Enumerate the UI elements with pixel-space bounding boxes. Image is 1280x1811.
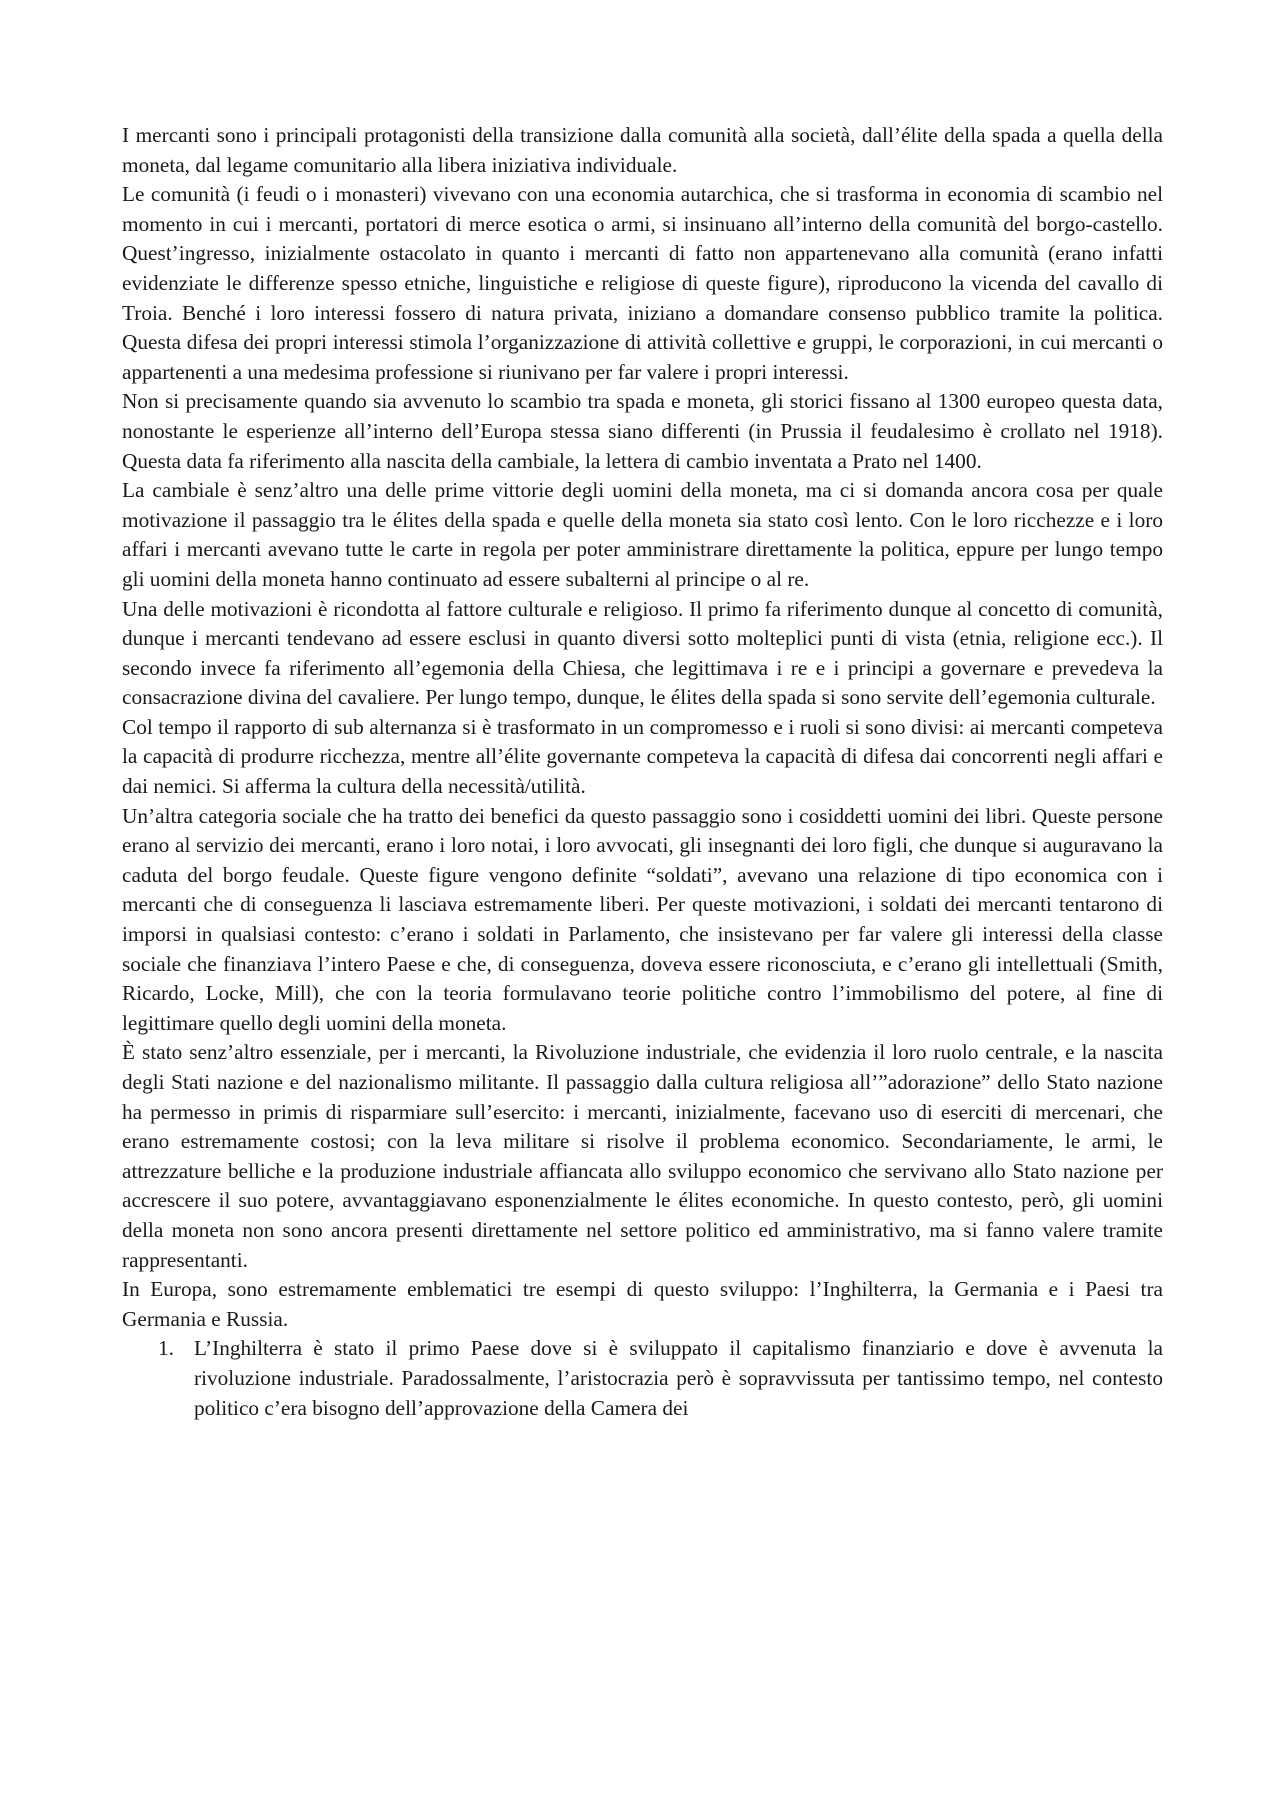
numbered-list — [122, 1334, 1163, 1423]
paragraph: Col tempo il rapporto di sub alternanza si è trasformato in un compromesso e i ruoli si sono divisi: ai mercanti competeva la capacità di produrre ricchezza, mentre all’élite governante competeva la capacità di difesa dai concorrenti negli affari e dai nemici. Si afferma la cultura della necessità/utilità. — [122, 714, 1163, 799]
list-item — [122, 1334, 1163, 1423]
paragraph: Una delle motivazioni è ricondotta al fattore culturale e religioso. Il primo fa riferimento dunque al concetto di comunità, dunque i mercanti tendevano ad essere esclusi in quanto diversi sotto molteplici punti di vista (etnia, religione ecc.). Il secondo invece fa riferimento all’egemonia della Chiesa, che legittimava i re e i principi a governare e prevedeva la consacrazione divina del cavaliere. Per lungo tempo, dunque, le élites della spada si sono servite dell’egemonia culturale. — [122, 596, 1163, 710]
paragraph: Un’altra categoria sociale che ha tratto dei benefici da questo passaggio sono i cosiddetti uomini dei libri. Queste persone erano al servizio dei mercanti, erano i loro notai, i loro avvocati, gli insegnanti dei loro figli, che dunque si auguravano la caduta del borgo feudale. Queste figure vengono definite “soldati”, avevano una relazione di tipo economica con i mercanti che di conseguenza li lasciava estremamente liberi. Per queste motivazioni, i soldati dei mercanti tentarono di imporsi in qualsiasi contesto: c’erano i soldati in Parlamento, che insistevano per far valere gli interessi della classe sociale che finanziava l’intero Paese e che, di conseguenza, doveva essere riconosciuta, e c’erano gli intellettuali (Smith, Ricardo, Locke, Mill), che con la teoria formulavano teorie politiche contro l’immobilismo del potere, al fine di legittimare quello degli uomini della moneta. — [122, 803, 1163, 1035]
paragraph: I mercanti sono i principali protagonisti della transizione dalla comunità alla società, dall’élite della spada a quella della moneta, dal legame comunitario alla libera iniziativa individuale. — [122, 123, 1163, 177]
paragraph: Le comunità (i feudi o i monasteri) vivevano con una economia autarchica, che si trasforma in economia di scambio nel momento in cui i mercanti, portatori di merce esotica o armi, si insinuano all’interno della comunità del borgo-castello. Quest’ingresso, inizialmente ostacolato in quanto i mercanti di fatto non appartenevano alla comunità (erano infatti evidenziate le differenze spesso etniche, linguistiche e religiose di queste figure), riproducono la vicenda del cavallo di Troia. Benché i loro interessi fossero di natura privata, iniziano a domandare consenso pubblico tramite la politica. Questa difesa dei propri interessi stimola l’organizzazione di attività collettive e gruppi, le corporazioni, in cui mercanti o appartenenti a una medesima professione si riunivano per far valere i propri interessi. — [122, 182, 1163, 384]
paragraph: In Europa, sono estremamente emblematici tre esempi di questo sviluppo: l’Inghilterra, la Germania e i Paesi tra Germania e Russia. — [122, 1277, 1163, 1331]
list-item-text: L’Inghilterra è stato il primo Paese dove si è sviluppato il capitalismo finanziario e dove è avvenuta la rivoluzione industriale. Paradossalmente, l’aristocrazia però è sopravvissuta per tantissimo tempo, nel contesto politico c’era bisogno dell’approvazione della Camera dei — [194, 1336, 1163, 1420]
document-page — [122, 121, 1163, 1423]
paragraph: La cambiale è senz’altro una delle prime vittorie degli uomini della moneta, ma ci si domanda ancora cosa per quale motivazione il passaggio tra le élites della spada e quelle della moneta sia stato così lento. Con le loro ricchezze e i loro affari i mercanti avevano tutte le carte in regola per poter amministrare direttamente la politica, eppure per lungo tempo gli uomini della moneta hanno continuato ad essere subalterni al principe o al re. — [122, 478, 1163, 591]
list-item-number: 1. — [158, 1336, 174, 1361]
paragraph: Non si precisamente quando sia avvenuto lo scambio tra spada e moneta, gli storici fissano al 1300 europeo questa data, nonostante le esperienze all’interno dell’Europa stessa siano differenti (in Prussia il feudalesimo è crollato nel 1918). Questa data fa riferimento alla nascita della cambiale, la lettera di cambio inventata a Prato nel 1400. — [122, 389, 1163, 473]
paragraph: È stato senz’altro essenziale, per i mercanti, la Rivoluzione industriale, che evidenzia il loro ruolo centrale, e la nascita degli Stati nazione e del nazionalismo militante. Il passaggio dalla cultura religiosa all’”adorazione” dello Stato nazione ha permesso in primis di risparmiare sull’esercito: i mercanti, inizialmente, facevano uso di eserciti di mercenari, che erano estremamente costosi; con la leva militare si risolve il problema economico. Secondariamente, le armi, le attrezzature belliche e la produzione industriale affiancata allo sviluppo economico che servivano allo Stato nazione per accrescere il suo potere, avvantaggiavano esponenzialmente le élites economiche. In questo contesto, però, gli uomini della moneta non sono ancora presenti direttamente nel settore politico ed amministrativo, ma si fanno valere tramite rappresentanti. — [122, 1040, 1163, 1272]
